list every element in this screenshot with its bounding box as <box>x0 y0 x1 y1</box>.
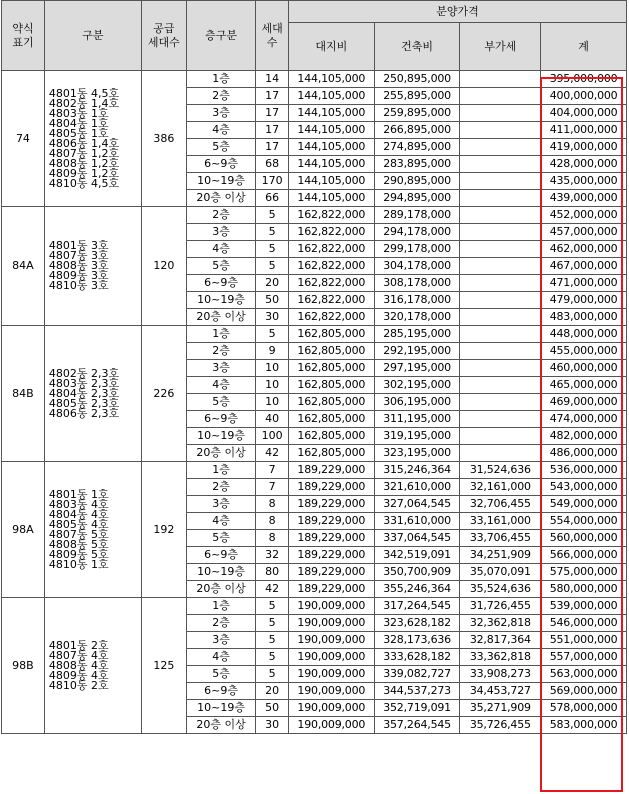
floor-cell: 6~9층 <box>186 156 255 173</box>
building-price-cell: 304,178,000 <box>374 258 460 275</box>
land-price-cell: 162,822,000 <box>288 292 374 309</box>
floor-cell: 10~19층 <box>186 428 255 445</box>
vat-cell <box>460 190 541 207</box>
header-land: 대지비 <box>288 23 374 71</box>
total-price-cell: 554,000,000 <box>541 513 627 530</box>
vat-cell <box>460 275 541 292</box>
total-price-cell: 543,000,000 <box>541 479 627 496</box>
vat-cell <box>460 343 541 360</box>
land-price-cell: 189,229,000 <box>288 547 374 564</box>
header-price: 분양가격 <box>288 1 626 23</box>
vat-cell: 35,726,455 <box>460 717 541 734</box>
table-body <box>2 71 627 734</box>
header-building: 건축비 <box>374 23 460 71</box>
floor-cell: 4층 <box>186 241 255 258</box>
vat-cell: 32,362,818 <box>460 615 541 632</box>
total-price-cell: 563,000,000 <box>541 666 627 683</box>
vat-cell <box>460 292 541 309</box>
header-supply: 공급 세대수 <box>141 1 186 71</box>
floor-cell: 20층 이상 <box>186 581 255 598</box>
floor-cell: 20층 이상 <box>186 445 255 462</box>
land-price-cell: 144,105,000 <box>288 105 374 122</box>
dong-entry: 4809동 3호 <box>48 269 109 282</box>
land-price-cell: 189,229,000 <box>288 513 374 530</box>
floor-cell: 1층 <box>186 462 255 479</box>
total-price-cell: 557,000,000 <box>541 649 627 666</box>
vat-cell: 35,271,909 <box>460 700 541 717</box>
floor-cell: 20층 이상 <box>186 309 255 326</box>
dong-entry: 4807동 3호 <box>48 249 109 262</box>
supply-cell: 120 <box>141 207 186 326</box>
floor-cell: 3층 <box>186 632 255 649</box>
building-price-cell: 321,610,000 <box>374 479 460 496</box>
vat-cell <box>460 173 541 190</box>
building-price-cell: 328,173,636 <box>374 632 460 649</box>
total-price-cell: 462,000,000 <box>541 241 627 258</box>
units-cell: 20 <box>256 683 289 700</box>
units-cell: 9 <box>256 343 289 360</box>
price-table <box>1 0 627 734</box>
land-price-cell: 162,805,000 <box>288 326 374 343</box>
vat-cell <box>460 88 541 105</box>
floor-cell: 20층 이상 <box>186 717 255 734</box>
total-price-cell: 471,000,000 <box>541 275 627 292</box>
building-price-cell: 350,700,909 <box>374 564 460 581</box>
dong-entry: 4809동 4호 <box>48 668 109 682</box>
land-price-cell: 162,822,000 <box>288 275 374 292</box>
total-price-cell: 465,000,000 <box>541 377 627 394</box>
building-price-cell: 306,195,000 <box>374 394 460 411</box>
building-price-cell: 315,246,364 <box>374 462 460 479</box>
dong-entry: 4804동 2,3호 <box>48 386 120 400</box>
floor-cell: 2층 <box>186 615 255 632</box>
land-price-cell: 144,105,000 <box>288 173 374 190</box>
floor-cell: 10~19층 <box>186 700 255 717</box>
dong-entry: 4807동 5호 <box>48 527 109 541</box>
building-price-cell: 266,895,000 <box>374 122 460 139</box>
floor-cell: 10~19층 <box>186 564 255 581</box>
building-price-cell: 297,195,000 <box>374 360 460 377</box>
total-price-cell: 439,000,000 <box>541 190 627 207</box>
units-cell: 10 <box>256 377 289 394</box>
table-row <box>2 462 627 479</box>
floor-cell: 5층 <box>186 530 255 547</box>
units-cell: 5 <box>256 258 289 275</box>
land-price-cell: 190,009,000 <box>288 598 374 615</box>
building-price-cell: 323,628,182 <box>374 615 460 632</box>
building-price-cell: 299,178,000 <box>374 241 460 258</box>
building-price-cell: 323,195,000 <box>374 445 460 462</box>
floor-cell: 5층 <box>186 394 255 411</box>
building-price-cell: 333,628,182 <box>374 649 460 666</box>
supply-cell: 226 <box>141 326 186 462</box>
building-price-cell: 302,195,000 <box>374 377 460 394</box>
building-price-cell: 290,895,000 <box>374 173 460 190</box>
land-price-cell: 190,009,000 <box>288 649 374 666</box>
land-price-cell: 190,009,000 <box>288 717 374 734</box>
building-price-cell: 311,195,000 <box>374 411 460 428</box>
vat-cell <box>460 224 541 241</box>
units-cell: 20 <box>256 275 289 292</box>
vat-cell: 32,706,455 <box>460 496 541 513</box>
land-price-cell: 162,822,000 <box>288 258 374 275</box>
total-price-cell: 486,000,000 <box>541 445 627 462</box>
building-price-cell: 308,178,000 <box>374 275 460 292</box>
units-cell: 5 <box>256 326 289 343</box>
floor-cell: 2층 <box>186 88 255 105</box>
units-cell: 5 <box>256 615 289 632</box>
land-price-cell: 190,009,000 <box>288 666 374 683</box>
vat-cell: 35,070,091 <box>460 564 541 581</box>
units-cell: 50 <box>256 700 289 717</box>
total-price-cell: 539,000,000 <box>541 598 627 615</box>
dong-entry: 4805동 4호 <box>48 517 109 531</box>
land-price-cell: 162,805,000 <box>288 394 374 411</box>
units-cell: 40 <box>256 411 289 428</box>
total-price-cell: 566,000,000 <box>541 547 627 564</box>
building-price-cell: 337,064,545 <box>374 530 460 547</box>
land-price-cell: 162,822,000 <box>288 309 374 326</box>
floor-cell: 4층 <box>186 649 255 666</box>
units-cell: 68 <box>256 156 289 173</box>
vat-cell <box>460 258 541 275</box>
dong-entry: 4806동 2,3호 <box>48 406 120 420</box>
land-price-cell: 189,229,000 <box>288 496 374 513</box>
building-price-cell: 352,719,091 <box>374 700 460 717</box>
units-cell: 42 <box>256 581 289 598</box>
units-cell: 10 <box>256 360 289 377</box>
total-price-cell: 428,000,000 <box>541 156 627 173</box>
type-cell: 84A <box>2 207 45 326</box>
floor-cell: 1층 <box>186 326 255 343</box>
total-price-cell: 569,000,000 <box>541 683 627 700</box>
table-row <box>2 598 627 615</box>
building-price-cell: 316,178,000 <box>374 292 460 309</box>
dong-entry: 4810동 4,5호 <box>48 176 120 190</box>
total-price-cell: 546,000,000 <box>541 615 627 632</box>
vat-cell: 32,817,364 <box>460 632 541 649</box>
supply-cell: 192 <box>141 462 186 598</box>
dong-entry: 4803동 1호 <box>48 106 109 120</box>
total-price-cell: 580,000,000 <box>541 581 627 598</box>
building-price-cell: 283,895,000 <box>374 156 460 173</box>
vat-cell: 33,161,000 <box>460 513 541 530</box>
vat-cell <box>460 139 541 156</box>
total-price-cell: 460,000,000 <box>541 360 627 377</box>
building-price-cell: 274,895,000 <box>374 139 460 156</box>
land-price-cell: 190,009,000 <box>288 700 374 717</box>
total-price-cell: 551,000,000 <box>541 632 627 649</box>
units-cell: 5 <box>256 632 289 649</box>
total-price-cell: 479,000,000 <box>541 292 627 309</box>
units-cell: 5 <box>256 598 289 615</box>
dong-entry: 4806동 1,4호 <box>48 136 120 150</box>
floor-cell: 3층 <box>186 496 255 513</box>
dong-entry: 4809동 1,2호 <box>48 166 120 180</box>
vat-cell: 34,453,727 <box>460 683 541 700</box>
dong-entry: 4807동 1,2호 <box>48 146 120 160</box>
vat-cell: 35,524,636 <box>460 581 541 598</box>
floor-cell: 6~9층 <box>186 275 255 292</box>
floor-cell: 3층 <box>186 105 255 122</box>
land-price-cell: 162,822,000 <box>288 224 374 241</box>
total-price-cell: 395,000,000 <box>541 71 627 88</box>
vat-cell <box>460 241 541 258</box>
total-price-cell: 404,000,000 <box>541 105 627 122</box>
dong-entry: 4802동 2,3호 <box>48 366 120 380</box>
header-vat: 부가세 <box>460 23 541 71</box>
units-cell: 42 <box>256 445 289 462</box>
units-cell: 17 <box>256 139 289 156</box>
land-price-cell: 162,805,000 <box>288 445 374 462</box>
land-price-cell: 189,229,000 <box>288 530 374 547</box>
total-price-cell: 419,000,000 <box>541 139 627 156</box>
vat-cell <box>460 156 541 173</box>
land-price-cell: 162,805,000 <box>288 377 374 394</box>
units-cell: 80 <box>256 564 289 581</box>
units-cell: 17 <box>256 105 289 122</box>
vat-cell <box>460 326 541 343</box>
table-row <box>2 71 627 88</box>
building-price-cell: 327,064,545 <box>374 496 460 513</box>
vat-cell <box>460 411 541 428</box>
dong-list-cell <box>44 462 141 598</box>
floor-cell: 4층 <box>186 513 255 530</box>
building-price-cell: 250,895,000 <box>374 71 460 88</box>
floor-cell: 1층 <box>186 598 255 615</box>
building-price-cell: 289,178,000 <box>374 207 460 224</box>
dong-list-cell <box>44 326 141 462</box>
dong-entry: 4807동 4호 <box>48 648 109 662</box>
floor-cell: 3층 <box>186 224 255 241</box>
units-cell: 7 <box>256 462 289 479</box>
type-cell: 84B <box>2 326 45 462</box>
units-cell: 10 <box>256 394 289 411</box>
vat-cell: 31,726,455 <box>460 598 541 615</box>
floor-cell: 5층 <box>186 258 255 275</box>
type-cell: 74 <box>2 71 45 207</box>
units-cell: 5 <box>256 224 289 241</box>
total-price-cell: 578,000,000 <box>541 700 627 717</box>
dong-entry: 4810동 1호 <box>48 557 109 571</box>
dong-entry: 4801동 1호 <box>48 487 109 501</box>
units-cell: 32 <box>256 547 289 564</box>
total-price-cell: 400,000,000 <box>541 88 627 105</box>
total-price-cell: 560,000,000 <box>541 530 627 547</box>
vat-cell <box>460 122 541 139</box>
total-price-cell: 452,000,000 <box>541 207 627 224</box>
dong-entry: 4801동 2호 <box>48 638 109 652</box>
dong-entry: 4809동 5호 <box>48 547 109 561</box>
land-price-cell: 162,805,000 <box>288 343 374 360</box>
vat-cell: 33,908,273 <box>460 666 541 683</box>
header-type: 약식 표기 <box>2 1 45 71</box>
building-price-cell: 342,519,091 <box>374 547 460 564</box>
vat-cell: 33,362,818 <box>460 649 541 666</box>
land-price-cell: 162,805,000 <box>288 360 374 377</box>
vat-cell <box>460 71 541 88</box>
total-price-cell: 469,000,000 <box>541 394 627 411</box>
supply-cell: 386 <box>141 71 186 207</box>
building-price-cell: 255,895,000 <box>374 88 460 105</box>
dong-entry: 4808동 5호 <box>48 537 109 551</box>
land-price-cell: 162,822,000 <box>288 241 374 258</box>
units-cell: 17 <box>256 122 289 139</box>
building-price-cell: 294,178,000 <box>374 224 460 241</box>
total-price-cell: 483,000,000 <box>541 309 627 326</box>
vat-cell: 33,706,455 <box>460 530 541 547</box>
floor-cell: 20층 이상 <box>186 190 255 207</box>
total-price-cell: 455,000,000 <box>541 343 627 360</box>
floor-cell: 3층 <box>186 360 255 377</box>
vat-cell <box>460 394 541 411</box>
total-price-cell: 448,000,000 <box>541 326 627 343</box>
vat-cell <box>460 377 541 394</box>
building-price-cell: 294,895,000 <box>374 190 460 207</box>
floor-cell: 2층 <box>186 343 255 360</box>
floor-cell: 6~9층 <box>186 683 255 700</box>
units-cell: 50 <box>256 292 289 309</box>
dong-entry: 4801동 4,5호 <box>48 86 120 100</box>
dong-entry: 4803동 4호 <box>48 497 109 511</box>
header-units: 세대 수 <box>256 1 289 71</box>
floor-cell: 1층 <box>186 71 255 88</box>
table-row <box>2 326 627 343</box>
units-cell: 8 <box>256 496 289 513</box>
floor-cell: 2층 <box>186 207 255 224</box>
total-price-cell: 457,000,000 <box>541 224 627 241</box>
land-price-cell: 144,105,000 <box>288 71 374 88</box>
floor-cell: 4층 <box>186 377 255 394</box>
building-price-cell: 357,264,545 <box>374 717 460 734</box>
building-price-cell: 339,082,727 <box>374 666 460 683</box>
vat-cell <box>460 428 541 445</box>
land-price-cell: 162,805,000 <box>288 411 374 428</box>
header-group: 구분 <box>44 1 141 71</box>
units-cell: 8 <box>256 513 289 530</box>
total-price-cell: 482,000,000 <box>541 428 627 445</box>
land-price-cell: 162,805,000 <box>288 428 374 445</box>
units-cell: 14 <box>256 71 289 88</box>
building-price-cell: 331,610,000 <box>374 513 460 530</box>
units-cell: 7 <box>256 479 289 496</box>
total-price-cell: 575,000,000 <box>541 564 627 581</box>
land-price-cell: 190,009,000 <box>288 615 374 632</box>
land-price-cell: 189,229,000 <box>288 564 374 581</box>
dong-entry: 4810동 2호 <box>48 678 109 692</box>
units-cell: 5 <box>256 207 289 224</box>
dong-entry: 4805동 2,3호 <box>48 396 120 410</box>
vat-cell: 34,251,909 <box>460 547 541 564</box>
units-cell: 5 <box>256 241 289 258</box>
dong-list-cell <box>44 598 141 734</box>
land-price-cell: 189,229,000 <box>288 581 374 598</box>
units-cell: 30 <box>256 717 289 734</box>
building-price-cell: 292,195,000 <box>374 343 460 360</box>
land-price-cell: 144,105,000 <box>288 139 374 156</box>
total-price-cell: 467,000,000 <box>541 258 627 275</box>
dong-list-cell <box>44 207 141 326</box>
header-total: 계 <box>541 23 627 71</box>
dong-entry: 4808동 4호 <box>48 658 109 672</box>
building-price-cell: 344,537,273 <box>374 683 460 700</box>
building-price-cell: 317,264,545 <box>374 598 460 615</box>
building-price-cell: 355,246,364 <box>374 581 460 598</box>
floor-cell: 6~9층 <box>186 411 255 428</box>
land-price-cell: 190,009,000 <box>288 632 374 649</box>
vat-cell: 32,161,000 <box>460 479 541 496</box>
floor-cell: 5층 <box>186 666 255 683</box>
total-price-cell: 549,000,000 <box>541 496 627 513</box>
type-cell: 98B <box>2 598 45 734</box>
units-cell: 170 <box>256 173 289 190</box>
header-floor: 층구분 <box>186 1 255 71</box>
land-price-cell: 144,105,000 <box>288 122 374 139</box>
building-price-cell: 320,178,000 <box>374 309 460 326</box>
land-price-cell: 189,229,000 <box>288 479 374 496</box>
floor-cell: 5층 <box>186 139 255 156</box>
units-cell: 17 <box>256 88 289 105</box>
land-price-cell: 144,105,000 <box>288 88 374 105</box>
total-price-cell: 583,000,000 <box>541 717 627 734</box>
supply-cell: 125 <box>141 598 186 734</box>
vat-cell <box>460 445 541 462</box>
dong-entry: 4808동 1,2호 <box>48 156 120 170</box>
dong-entry: 4804동 1호 <box>48 116 109 130</box>
total-price-cell: 435,000,000 <box>541 173 627 190</box>
dong-entry: 4804동 4호 <box>48 507 109 521</box>
land-price-cell: 189,229,000 <box>288 462 374 479</box>
floor-cell: 6~9층 <box>186 547 255 564</box>
units-cell: 8 <box>256 530 289 547</box>
vat-cell <box>460 207 541 224</box>
vat-cell <box>460 105 541 122</box>
land-price-cell: 144,105,000 <box>288 190 374 207</box>
total-price-cell: 536,000,000 <box>541 462 627 479</box>
floor-cell: 2층 <box>186 479 255 496</box>
vat-cell <box>460 360 541 377</box>
building-price-cell: 285,195,000 <box>374 326 460 343</box>
units-cell: 5 <box>256 666 289 683</box>
dong-entry: 4802동 1,4호 <box>48 96 120 110</box>
dong-entry: 4801동 3호 <box>48 239 109 252</box>
dong-entry: 4803동 2,3호 <box>48 376 120 390</box>
table-row <box>2 207 627 224</box>
total-price-cell: 474,000,000 <box>541 411 627 428</box>
units-cell: 30 <box>256 309 289 326</box>
units-cell: 5 <box>256 649 289 666</box>
vat-cell: 31,524,636 <box>460 462 541 479</box>
vat-cell <box>460 309 541 326</box>
dong-entry: 4810동 3호 <box>48 279 109 292</box>
units-cell: 100 <box>256 428 289 445</box>
building-price-cell: 259,895,000 <box>374 105 460 122</box>
dong-entry: 4805동 1호 <box>48 126 109 140</box>
type-cell: 98A <box>2 462 45 598</box>
building-price-cell: 319,195,000 <box>374 428 460 445</box>
floor-cell: 10~19층 <box>186 292 255 309</box>
floor-cell: 10~19층 <box>186 173 255 190</box>
dong-entry: 4808동 3호 <box>48 259 109 272</box>
land-price-cell: 162,822,000 <box>288 207 374 224</box>
land-price-cell: 190,009,000 <box>288 683 374 700</box>
land-price-cell: 144,105,000 <box>288 156 374 173</box>
floor-cell: 4층 <box>186 122 255 139</box>
dong-list-cell <box>44 71 141 207</box>
total-price-cell: 411,000,000 <box>541 122 627 139</box>
units-cell: 66 <box>256 190 289 207</box>
